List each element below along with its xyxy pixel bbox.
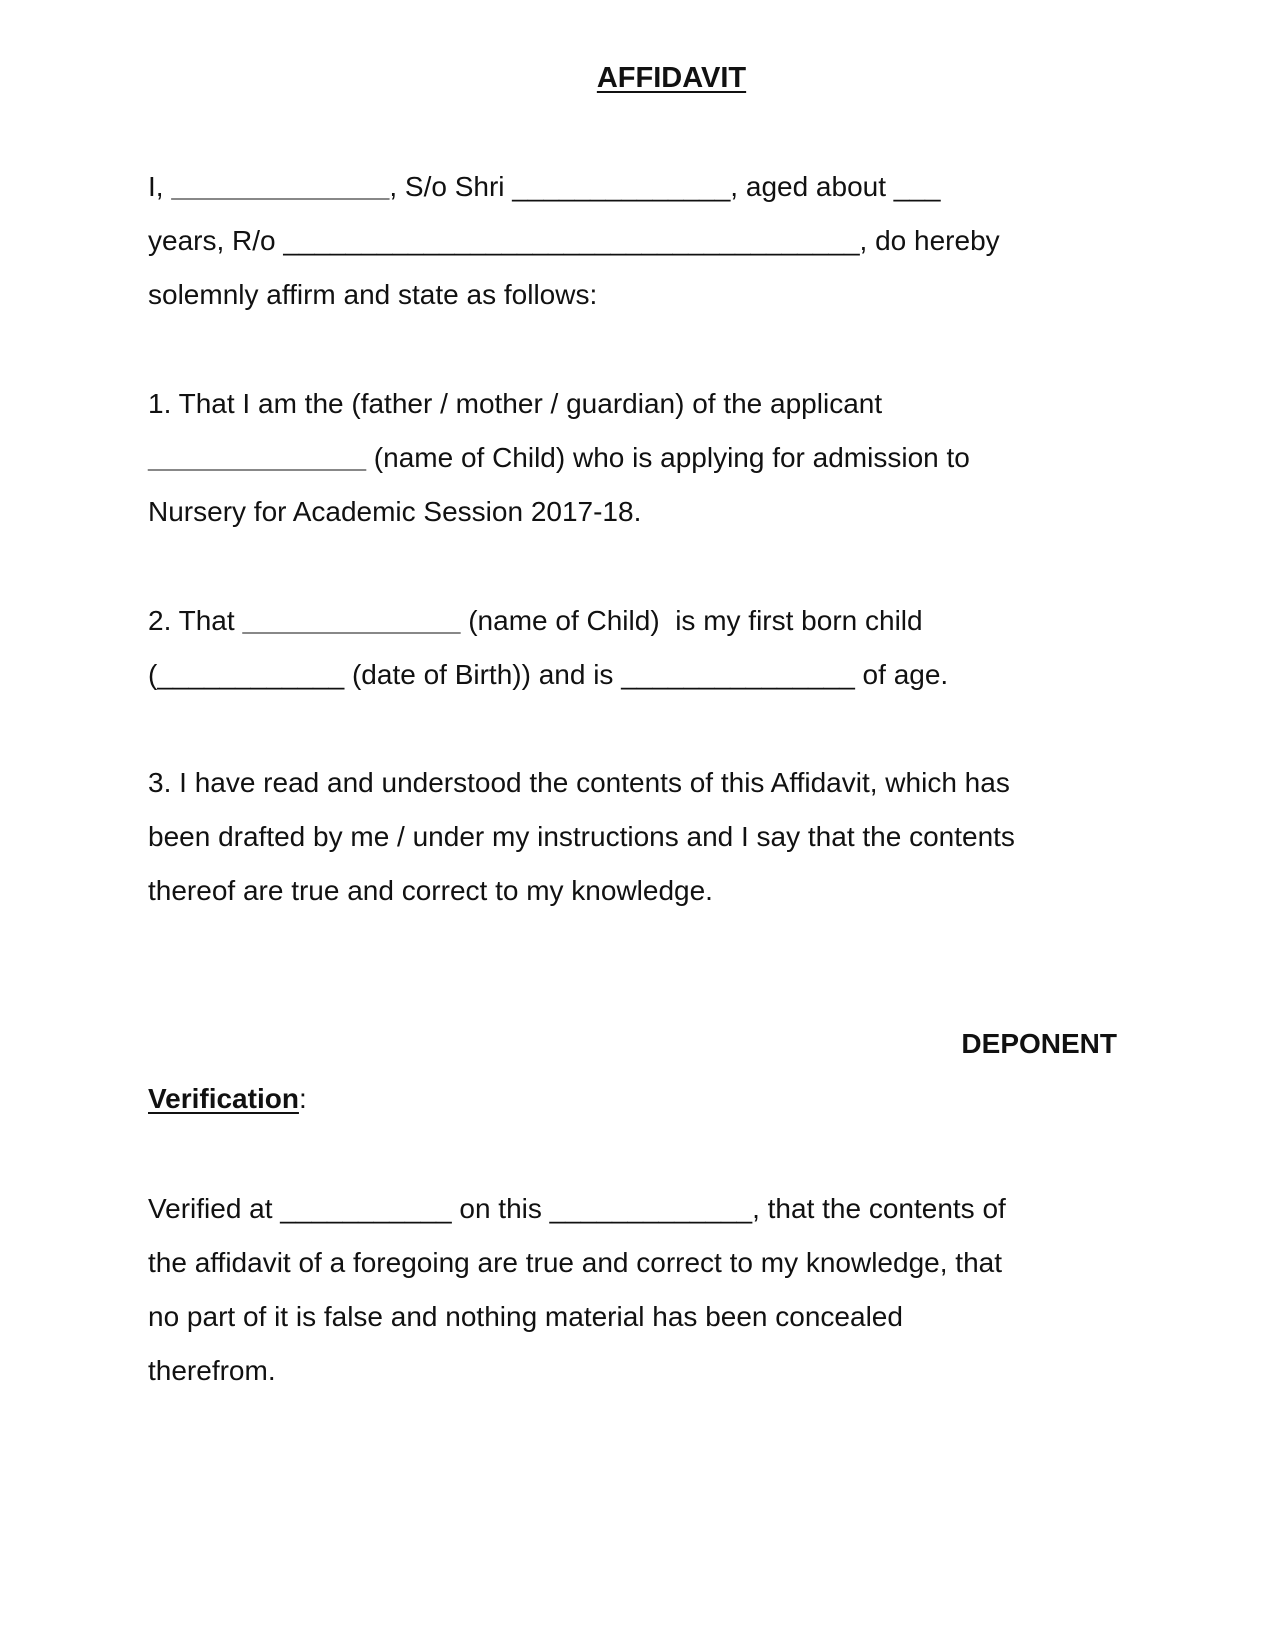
child-name-blank: ______________	[148, 442, 367, 473]
intro-prefix: I,	[148, 171, 172, 202]
para1-line-3: Nursery for Academic Session 2017-18.	[148, 496, 642, 527]
para1-line-2	[148, 441, 970, 475]
child-name-blank-2: ______________	[242, 605, 461, 636]
document-title: AFFIDAVIT	[596, 62, 747, 94]
verification-heading	[148, 1082, 307, 1116]
intro-line-3: solemnly affirm and state as follows:	[148, 279, 598, 310]
verification-line-2: the affidavit of a foregoing are true and correct to my knowledge, that	[148, 1247, 1002, 1278]
para2-line-1	[148, 604, 923, 638]
para2-line-1-rest: (name of Child) is my first born child	[460, 605, 923, 636]
para3-line-3: thereof are true and correct to my knowledge.	[148, 875, 713, 906]
para2-prefix: 2. That	[148, 605, 243, 636]
para1-line-2-rest: (name of Child) who is applying for admission to	[366, 442, 970, 473]
verification-line-3: no part of it is false and nothing material has been concealed	[148, 1301, 903, 1332]
para2-line-2: (____________ (date of Birth)) and is _______________ of age.	[148, 659, 949, 690]
verification-heading-colon: :	[298, 1083, 307, 1114]
name-blank: ______________	[171, 171, 390, 202]
intro-line-2: years, R/o _____________________________________, do hereby	[148, 225, 1000, 256]
verification-line-1: Verified at ___________ on this _____________, that the contents of	[148, 1193, 1006, 1224]
para3-line-1: 3. I have read and understood the contents of this Affidavit, which has	[148, 767, 1010, 798]
intro-line-1-rest: , S/o Shri ______________, aged about ___	[389, 171, 941, 202]
intro-line-1	[148, 170, 941, 204]
verification-heading-word: Verification	[148, 1083, 299, 1114]
deponent-label: DEPONENT	[961, 1028, 1117, 1059]
para3-line-2: been drafted by me / under my instructions and I say that the contents	[148, 821, 1015, 852]
para1-line-1: 1. That I am the (father / mother / guardian) of the applicant	[148, 388, 883, 419]
verification-line-4: therefrom.	[148, 1355, 276, 1386]
